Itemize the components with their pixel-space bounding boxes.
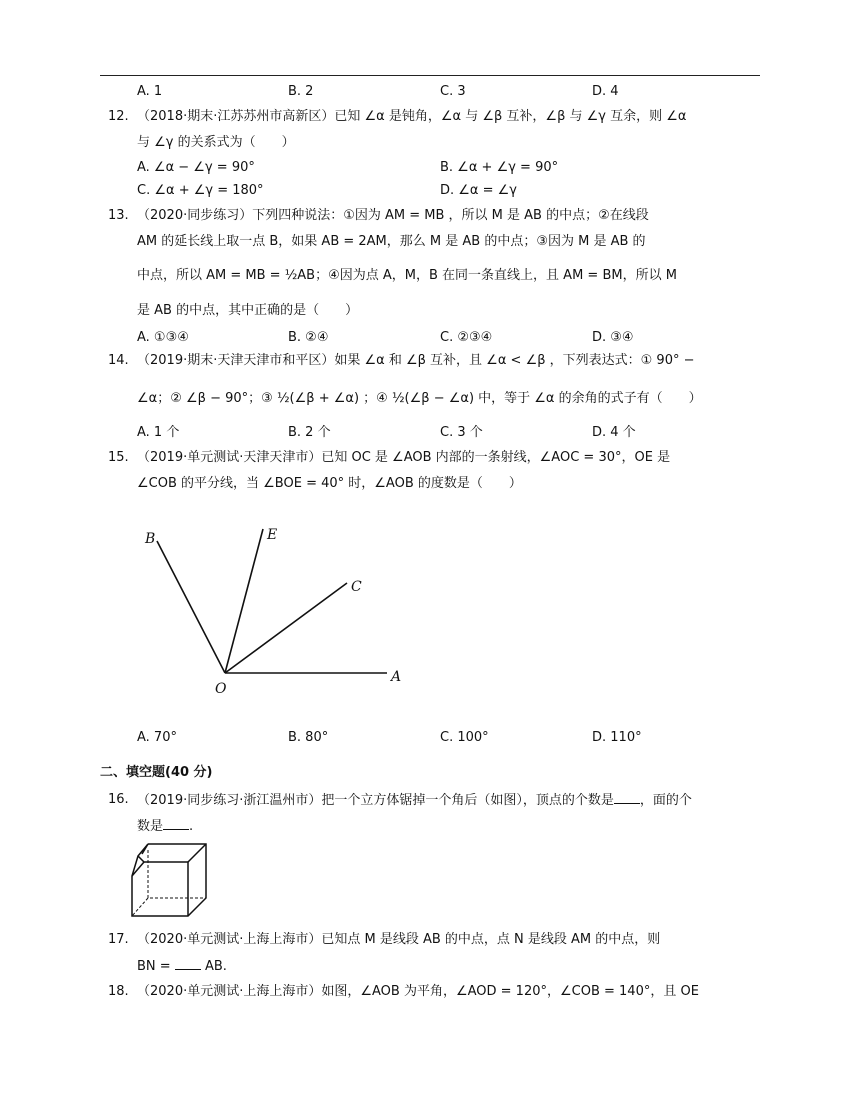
q16-line2 <box>137 817 193 836</box>
q18-line1: （2020·单元测试·上海上海市）如图，∠AOB 为平角，∠AOD = 120°，∠COB = 140°，且 OE <box>137 984 699 999</box>
q16-text-d: . <box>189 819 194 834</box>
q11-option-d: D. 4 <box>592 84 619 99</box>
q15-option-d: D. 110° <box>592 730 642 745</box>
section-title: 二、填空题(40 分) <box>100 765 213 780</box>
q14-line1: （2019·期末·天津天津市和平区）如果 ∠α 和 ∠β 互补，且 ∠α < ∠β ，下列表达式：① 90° − <box>137 353 695 368</box>
q14-line2: ∠α；② ∠β − 90°；③ ½(∠β + ∠α) ；④ ½(∠β − ∠α) 中，等于 ∠α 的余角的式子有（ ） <box>137 391 702 406</box>
q16-text-c: 数是 <box>137 819 164 834</box>
q11-option-a: A. 1 <box>137 84 163 99</box>
ray-oe <box>225 529 263 673</box>
label-c: C <box>351 579 362 595</box>
ray-oc <box>225 583 347 673</box>
q14-option-c: C. 3 个 <box>440 425 483 440</box>
q14-option-a: A. 1 个 <box>137 425 180 440</box>
q12-option-b: B. ∠α + ∠γ = 90° <box>440 160 559 175</box>
q14-number: 14. <box>108 353 129 368</box>
q11-option-b: B. 2 <box>288 84 314 99</box>
q15-angle-figure <box>135 515 415 700</box>
q15-option-a: A. 70° <box>137 730 177 745</box>
q12-line2: 与 ∠γ 的关系式为（ ） <box>137 135 295 150</box>
q18-number: 18. <box>108 984 129 999</box>
q15-number: 15. <box>108 450 129 465</box>
q11-option-c: C. 3 <box>440 84 466 99</box>
q14-option-b: B. 2 个 <box>288 425 331 440</box>
q13-line1: （2020·同步练习）下列四种说法：①因为 AM = MB ，所以 M 是 AB 的中点；②在线段 <box>137 208 649 223</box>
q15-option-c: C. 100° <box>440 730 489 745</box>
q16-cube-figure <box>128 840 210 920</box>
q16-blank-vertices <box>614 791 640 804</box>
q13-line4: 是 AB 的中点，其中正确的是（ ） <box>137 303 359 318</box>
q13-option-c: C. ②③④ <box>440 330 493 345</box>
q17-text-b: AB. <box>200 959 227 974</box>
q15-option-b: B. 80° <box>288 730 329 745</box>
q15-line1: （2019·单元测试·天津天津市）已知 OC 是 ∠AOB 内部的一条射线，∠AOC = 30°，OE 是 <box>137 450 671 465</box>
label-b: B <box>145 531 156 547</box>
q12-line1: （2018·期末·江苏苏州市高新区）已知 ∠α 是钝角，∠α 与 ∠β 互补，∠β 与 ∠γ 互余，则 ∠α <box>137 109 687 124</box>
q16-line1 <box>137 791 692 810</box>
label-a: A <box>391 669 402 685</box>
ray-ob <box>157 541 225 673</box>
q16-text-b: ，面的个 <box>639 793 692 808</box>
q13-number: 13. <box>108 208 129 223</box>
header-rule <box>100 75 760 76</box>
q16-number: 16. <box>108 792 129 807</box>
q17-line1: （2020·单元测试·上海上海市）已知点 M 是线段 AB 的中点，点 N 是线段 AM 的中点，则 <box>137 932 661 947</box>
q13-option-b: B. ②④ <box>288 330 329 345</box>
q13-line2: AM 的延长线上取一点 B，如果 AB = 2AM，那么 M 是 AB 的中点；③因为 M 是 AB 的 <box>137 234 646 249</box>
q16-blank-faces <box>163 817 189 830</box>
q12-option-c: C. ∠α + ∠γ = 180° <box>137 183 264 198</box>
label-e: E <box>267 527 278 543</box>
q13-line3: 中点，所以 AM = MB = ½AB；④因为点 A，M，B 在同一条直线上，且 AM = BM，所以 M <box>137 268 677 283</box>
q16-text-a: （2019·同步练习·浙江温州市）把一个立方体锯掉一个角后（如图），顶点的个数是 <box>137 793 614 808</box>
q17-number: 17. <box>108 932 129 947</box>
q13-option-a: A. ①③④ <box>137 330 189 345</box>
q17-line2 <box>137 957 227 976</box>
q15-line2: ∠COB 的平分线，当 ∠BOE = 40° 时，∠AOB 的度数是（ ） <box>137 476 522 491</box>
q12-option-d: D. ∠α = ∠γ <box>440 183 518 198</box>
q17-blank <box>175 957 201 970</box>
q14-option-d: D. 4 个 <box>592 425 636 440</box>
q17-text-a: BN = <box>137 959 175 974</box>
q12-number: 12. <box>108 109 129 124</box>
q12-option-a: A. ∠α − ∠γ = 90° <box>137 160 255 175</box>
label-o: O <box>215 681 227 697</box>
q13-option-d: D. ③④ <box>592 330 634 345</box>
